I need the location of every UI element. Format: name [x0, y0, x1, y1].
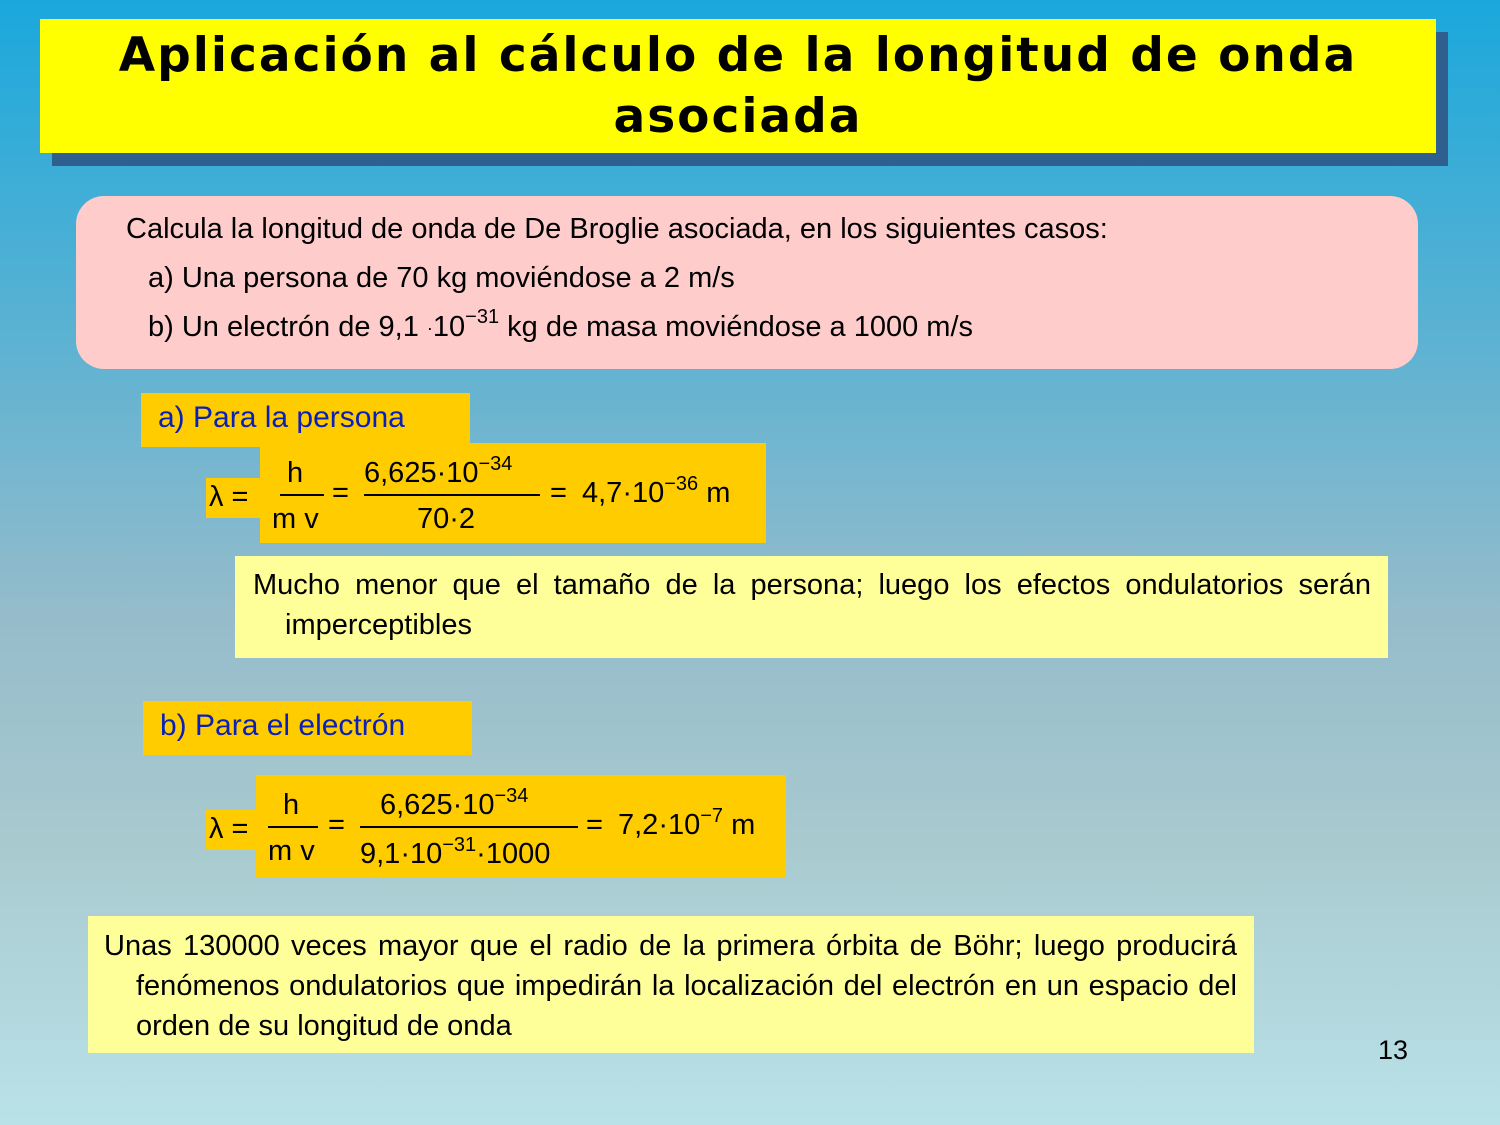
formula-a-equals-2: = — [550, 477, 567, 509]
comment-a-box — [235, 556, 1388, 658]
title-banner — [40, 19, 1436, 153]
formula-b-denominator-exponent: −31 — [442, 834, 477, 856]
problem-case-b — [148, 306, 974, 344]
formula-b-h: h — [283, 789, 300, 821]
formula-a-h: h — [287, 457, 304, 489]
formula-a-equals-1: = — [332, 477, 349, 509]
case-b-suffix: kg de masa moviéndose a 1000 m/s — [499, 311, 974, 343]
formula-a-fraction-line-2 — [364, 494, 540, 496]
formula-a — [260, 443, 766, 543]
formula-a-mv: m v — [272, 503, 319, 535]
lambda-a-symbol: λ = — [209, 481, 249, 513]
lambda-a-box — [206, 478, 266, 518]
formula-a-fraction-line-1 — [280, 494, 324, 496]
formula-a-denominator: 70·2 — [417, 503, 476, 535]
formula-b-mv: m v — [268, 835, 315, 867]
formula-b-unit: m — [731, 809, 756, 841]
formula-b-equals-1: = — [328, 809, 345, 841]
formula-a-numerator-exponent: −34 — [478, 453, 513, 475]
problem-case-a: a) Una persona de 70 kg moviéndose a 2 m/s — [148, 262, 735, 294]
case-b-exponent: −31 — [465, 306, 500, 328]
formula-b-equals-2: = — [586, 809, 603, 841]
comment-a-text: Mucho menor que el tamaño de la persona; luego los efectos ondulatorios serán imperceptibles — [253, 569, 1371, 641]
formula-b-denominator — [360, 834, 551, 870]
formula-a-result — [582, 473, 731, 509]
formula-a-result-base: 4,7·10 — [582, 477, 665, 509]
case-b-dot: · — [426, 318, 433, 338]
formula-b-fraction-line-1 — [268, 826, 318, 828]
section-a-label-text: a) Para la persona — [158, 401, 405, 434]
problem-statement-box — [76, 196, 1418, 369]
formula-a-unit: m — [706, 477, 731, 509]
formula-b-denominator-tail: ·1000 — [476, 838, 551, 870]
formula-b-fraction-line-2 — [360, 826, 578, 828]
problem-intro: Calcula la longitud de onda de De Broglie asociada, en los siguientes casos: — [126, 213, 1108, 245]
page-number: 13 — [1378, 1035, 1409, 1065]
formula-b-result-base: 7,2·10 — [618, 809, 701, 841]
formula-b-numerator — [380, 785, 529, 821]
formula-b-denominator-base: 9,1·10 — [360, 838, 443, 870]
comment-b-box — [88, 916, 1254, 1053]
formula-b-result-exponent: −7 — [700, 805, 724, 827]
comment-b-text: Unas 130000 veces mayor que el radio de la primera órbita de Böhr; luego producirá fenómenos ondulatorios que impedirán la localización del electrón en un espacio del orden de su longitud de onda — [104, 930, 1237, 1042]
formula-b-numerator-base: 6,625·10 — [380, 789, 495, 821]
formula-a-result-exponent: −36 — [664, 473, 699, 495]
section-a-label — [141, 393, 470, 447]
case-b-prefix: b) Un electrón de 9,1 — [148, 311, 419, 343]
section-b-label — [143, 701, 472, 755]
page-title: Aplicación al cálculo de la longitud de onda asociada — [118, 28, 1358, 144]
case-b-base: 10 — [432, 311, 466, 343]
formula-b-result — [618, 805, 756, 841]
formula-a-numerator-base: 6,625·10 — [364, 457, 479, 489]
lambda-b-symbol: λ = — [209, 813, 249, 845]
formula-b-numerator-exponent: −34 — [494, 785, 529, 807]
formula-a-numerator — [364, 453, 513, 489]
formula-b — [256, 775, 786, 878]
section-b-label-text: b) Para el electrón — [160, 709, 406, 742]
